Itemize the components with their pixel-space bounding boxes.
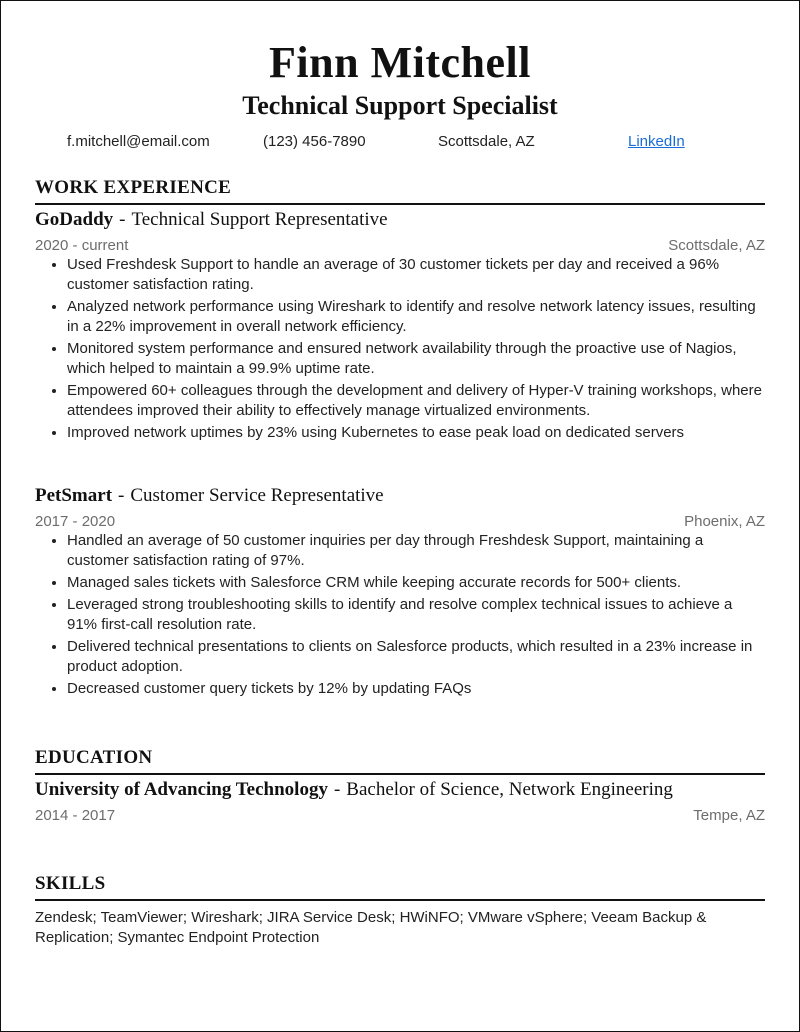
candidate-title: Technical Support Specialist [242,91,558,120]
bullet-item: • Empowered 60+ colleagues through the development and delivery of Hyper-V training workshops, where attendees improved their ability to effectively manage virtualized environments. [67,381,765,421]
bullet-item: • Leveraged strong troubleshooting skills to identify and resolve complex technical issues to achieve a 91% first-call resolution rate. [67,595,765,635]
job-dates: 2020 - current [35,237,129,254]
job-bullets [35,255,765,443]
education-dates: 2014 - 2017 [35,807,116,824]
bullet-item: • Monitored system performance and ensured network availability through the proactive use of Nagios, which helped to maintain a 99.9% uptime rate. [67,339,765,379]
job-role: Customer Service Representative [130,485,384,506]
job-meta [35,237,765,254]
contact-email: f.mitchell@email.com [67,133,210,150]
job-location: Phoenix, AZ [684,513,765,530]
job-header [35,209,765,231]
education-section [35,747,765,824]
education-heading: EDUCATION [35,747,765,775]
bullet-item: • Decreased customer query tickets by 12% by updating FAQs [67,679,765,699]
job-entry-godaddy [35,209,765,443]
linkedin-link[interactable]: LinkedIn [628,133,685,150]
candidate-name: Finn Mitchell [269,38,531,87]
job-header [35,485,765,507]
job-meta [35,513,765,530]
contact-location: Scottsdale, AZ [438,133,535,150]
company-name: GoDaddy [35,209,114,230]
bullet-item: • Delivered technical presentations to clients on Salesforce products, which resulted in a 23% increase in product adoption. [67,637,765,677]
separator: - [119,209,126,230]
education-header [35,779,765,801]
degree: Bachelor of Science, [346,779,505,800]
skills-section [35,873,765,948]
separator: - [333,779,341,800]
education-location: Tempe, AZ [693,807,765,824]
job-role: Technical Support Representative [131,209,388,230]
bullet-item: • Managed sales tickets with Salesforce CRM while keeping accurate records for 500+ clients. [67,573,765,593]
job-location: Scottsdale, AZ [668,237,765,254]
education-meta [35,807,765,824]
contact-phone: (123) 456-7890 [263,133,366,150]
separator: - [118,485,125,506]
job-dates: 2017 - 2020 [35,513,116,530]
bullet-item: • Handled an average of 50 customer inquiries per day through Freshdesk Support, maintaining a customer satisfaction rating of 97%. [67,531,765,571]
skills-heading: SKILLS [35,873,765,901]
work-experience-heading: WORK EXPERIENCE [35,177,765,205]
job-bullets [35,531,765,699]
job-entry-petsmart [35,481,765,701]
work-experience-section [35,177,765,445]
contact-row [1,133,799,153]
bullet-item: • Improved network uptimes by 23% using Kubernetes to ease peak load on dedicated servers [67,423,765,443]
bullet-item: • Used Freshdesk Support to handle an average of 30 customer tickets per day and received a 96% customer satisfaction rating. [67,255,765,295]
field-of-study: Network Engineering [508,779,673,800]
company-name: PetSmart [35,485,113,506]
bullet-item: • Analyzed network performance using Wireshark to identify and resolve network latency issues, resulting in a 22% improvement in overall network efficiency. [67,297,765,337]
skills-list: Zendesk; TeamViewer; Wireshark; JIRA Service Desk; HWiNFO; VMware vSphere; Veeam Backup & Replication; Symantec Endpoint Protection [35,909,707,946]
school-name: University of Advancing Technology [35,779,328,800]
